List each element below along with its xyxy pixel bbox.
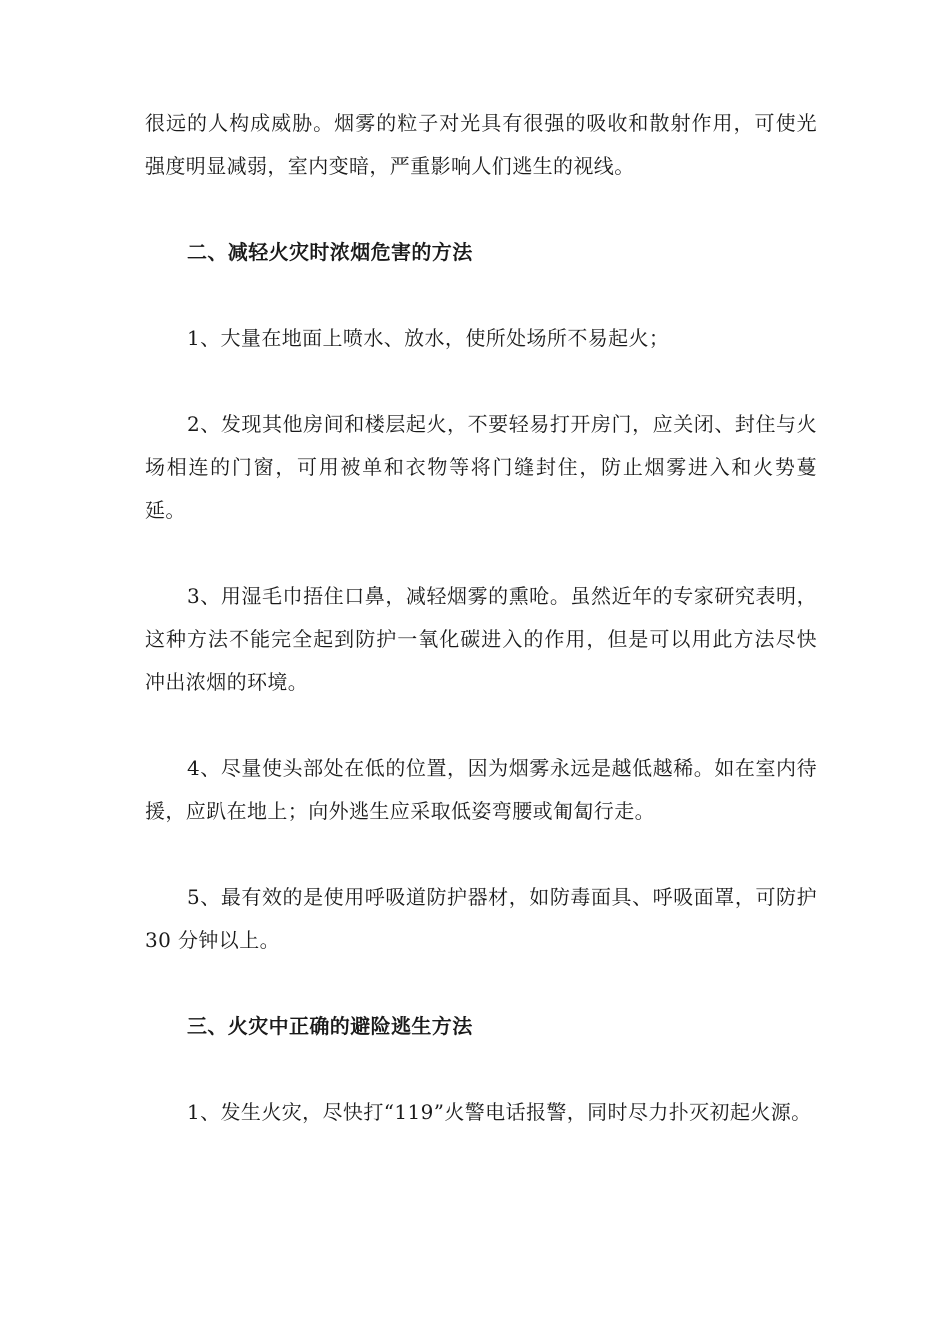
paragraph-item-1: 1、大量在地面上喷水、放水，使所处场所不易起火； bbox=[187, 326, 670, 350]
paragraph-item-4: 4、尽量使头部处在低的位置，因为烟雾永远是越低越稀。如在室内待援，应趴在地上；向外逃生应采取低姿弯腰或匍匐行走。 bbox=[145, 756, 817, 823]
paragraph-item-3: 3、用湿毛巾捂住口鼻，减轻烟雾的熏呛。虽然近年的专家研究表明，这种方法不能完全起到防护一氧化碳进入的作用，但是可以用此方法尽快冲出浓烟的环境。 bbox=[145, 584, 817, 694]
paragraph-item-2: 2、发现其他房间和楼层起火，不要轻易打开房门，应关闭、封住与火场相连的门窗，可用被单和衣物等将门缝封住，防止烟雾进入和火势蔓延。 bbox=[145, 412, 817, 522]
paragraph-item-6: 1、发生火灾，尽快打“119”火警电话报警，同时尽力扑灭初起火源。 bbox=[187, 1100, 812, 1124]
section-heading-3: 三、火灾中正确的避险逃生方法 bbox=[187, 1014, 473, 1038]
paragraph-continuation: 很远的人构成威胁。烟雾的粒子对光具有很强的吸收和散射作用，可使光强度明显减弱，室内变暗，严重影响人们逃生的视线。 bbox=[145, 111, 817, 178]
section-heading-2: 二、减轻火灾时浓烟危害的方法 bbox=[187, 240, 473, 264]
paragraph-item-5: 5、最有效的是使用呼吸道防护器材，如防毒面具、呼吸面罩，可防护 30 分钟以上。 bbox=[145, 885, 817, 952]
document-body bbox=[145, 102, 817, 1177]
